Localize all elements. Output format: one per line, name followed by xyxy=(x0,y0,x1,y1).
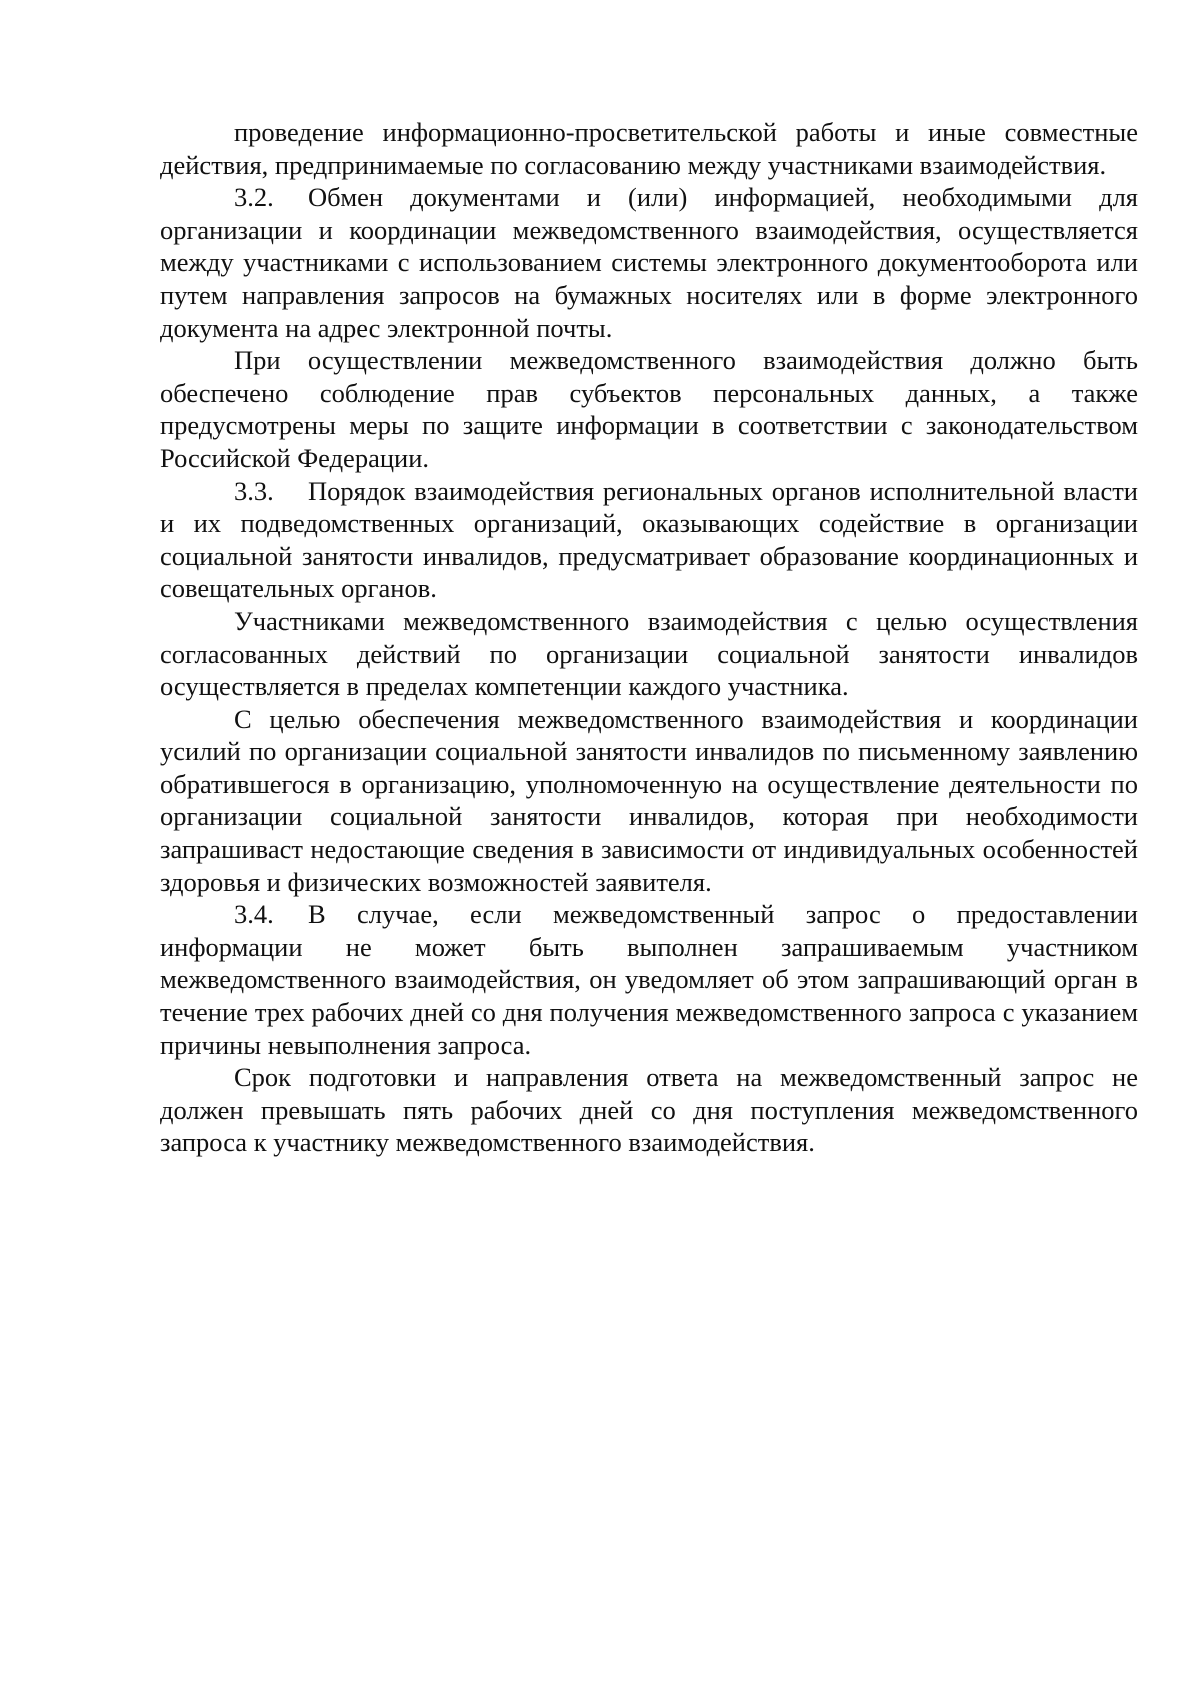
section-number: 3.4. xyxy=(234,899,274,930)
paragraph-1 xyxy=(160,116,1138,181)
paragraph-text: Участниками межведомственного взаимодействия с целью осуществления согласованных действий по организации социальной занятости инвалидов осуществляется в пределах компетенции каждого участника. xyxy=(160,605,1138,702)
paragraph-3-3-b xyxy=(160,605,1138,703)
paragraph-text: В случае, если межведомственный запрос о предоставлении информации не может быть выполнен запрашиваемым участником межведомственного взаимодействия, он уведомляет об этом запрашивающий орган в течение трех рабочих дней со дня получения межведомственного запроса с указанием причины невыполнения запроса. xyxy=(160,899,1138,1060)
paragraph-3-2-b xyxy=(160,344,1138,474)
paragraph-text: проведение информационно-просветительской работы и иные совместные действия, предпринимаемые по согласованию между участниками взаимодействия. xyxy=(160,117,1138,180)
paragraph-3-2 xyxy=(160,181,1138,344)
paragraph-text: При осуществлении межведомственного взаимодействия должно быть обеспечено соблюдение прав субъектов персональных данных, а также предусмотрены меры по защите информации в соответствии с законодательством Российской Федерации. xyxy=(160,345,1138,473)
paragraph-text: Порядок взаимодействия региональных органов исполнительной власти и их подведомственных организаций, оказывающих содействие в организации социальной занятости инвалидов, предусматривает образование координационных и совещательных органов. xyxy=(160,475,1138,604)
paragraph-3-4 xyxy=(160,898,1138,1061)
document-body xyxy=(160,116,1138,1159)
paragraph-3-3-c xyxy=(160,703,1138,899)
paragraph-text: Обмен документами и (или) информацией, необходимыми для организации и координации межведомственного взаимодействия, осуществляется между участниками с использованием системы электронного документооборота или путем направления запросов на бумажных носителях или в форме электронного документа на адрес электронной почты. xyxy=(160,182,1138,343)
paragraph-3-4-b xyxy=(160,1061,1138,1159)
section-number: 3.2. xyxy=(234,182,274,213)
paragraph-3-3 xyxy=(160,475,1138,605)
paragraph-text: Срок подготовки и направления ответа на межведомственный запрос не должен превышать пять рабочих дней со дня поступления межведомственного запроса к участнику межведомственного взаимодействия. xyxy=(160,1062,1138,1158)
section-number: 3.3. xyxy=(234,475,274,506)
paragraph-text: С целью обеспечения межведомственного взаимодействия и координации усилий по организации социальной занятости инвалидов по письменному заявлению обратившегося в организацию, уполномоченную на осуществление деятельности по организации социальной занятости инвалидов, которая при необходимости запрашиваст недостающие сведения в зависимости от индивидуальных особенностей здоровья и физических возможностей заявителя. xyxy=(160,703,1138,897)
